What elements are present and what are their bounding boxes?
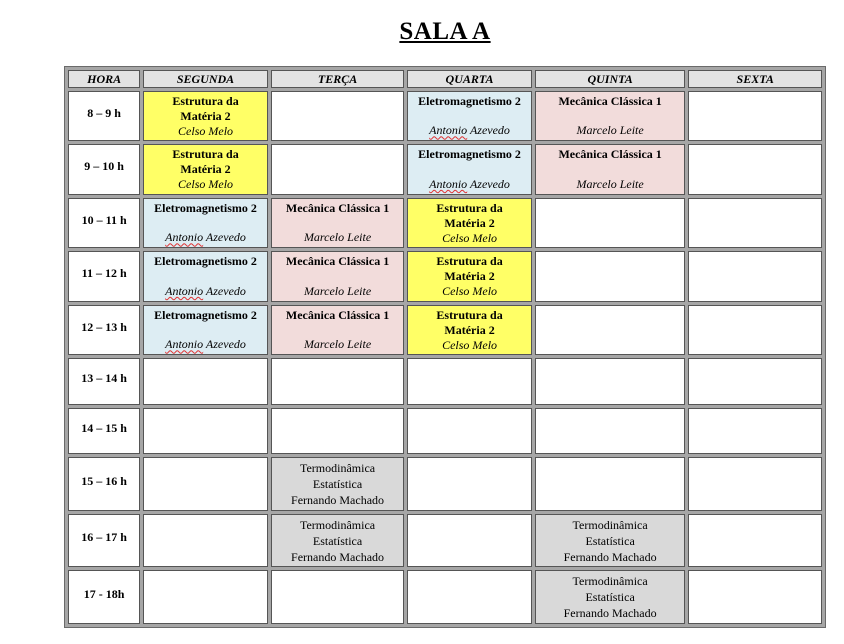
course-subject: Eletromagnetismo 2 <box>154 254 257 269</box>
hour-cell <box>68 91 140 141</box>
header-sexta: SEXTA <box>688 70 822 88</box>
course-block <box>272 515 404 565</box>
hour-label: 12 – 13 h <box>81 319 127 334</box>
hour-label: 14 – 15 h <box>81 420 127 435</box>
slot-quarta <box>407 408 532 454</box>
professor-first-name: Antonio <box>165 283 204 298</box>
professor-last-name: Azevedo <box>203 337 246 352</box>
course-professor: Fernando Machado <box>291 549 385 564</box>
page-title: SALA A <box>399 18 491 45</box>
hour-label: 9 – 10 h <box>84 159 124 174</box>
course-subject: Estatística <box>585 533 635 548</box>
slot-quarta <box>407 305 532 355</box>
slot-sexta <box>688 358 822 404</box>
course-subject: Estatística <box>585 590 635 605</box>
course-subject: Mecânica Clássica 1 <box>285 254 390 269</box>
slot-sexta <box>688 514 822 568</box>
slot-segunda <box>143 457 268 511</box>
slot-quinta <box>535 570 686 624</box>
slot-terca <box>271 570 405 624</box>
course-block <box>272 458 404 508</box>
slot-terca <box>271 251 405 301</box>
table-row <box>68 570 822 624</box>
table-row <box>68 457 822 511</box>
course-block <box>272 199 404 247</box>
hour-cell <box>68 305 140 355</box>
course-subject: Mecânica Clássica 1 <box>285 307 390 322</box>
course-block <box>408 252 531 300</box>
header-quarta: QUARTA <box>407 70 532 88</box>
course-subject: Estatística <box>312 477 363 492</box>
course-subject: Estrutura da <box>436 307 503 322</box>
course-subject: Estatística <box>312 533 363 548</box>
course-professor <box>144 230 267 247</box>
professor-last-name: Azevedo <box>203 283 246 298</box>
slot-quarta <box>407 514 532 568</box>
slot-terca <box>271 514 405 568</box>
course-block <box>536 571 685 621</box>
course-subject: Matéria 2 <box>444 215 495 230</box>
course-block <box>144 92 267 140</box>
hour-cell <box>68 358 140 404</box>
course-subject: Estrutura da <box>172 147 239 162</box>
professor-last-name: Azevedo <box>467 176 510 191</box>
table-row <box>68 91 822 141</box>
slot-segunda <box>143 358 268 404</box>
course-professor: Marcelo Leite <box>303 230 372 245</box>
course-subject: Termodinâmica <box>299 461 376 476</box>
slot-quarta <box>407 358 532 404</box>
course-block <box>408 145 531 193</box>
hour-cell <box>68 198 140 248</box>
hour-label: 17 - 18h <box>83 586 125 601</box>
hour-label: 16 – 17 h <box>81 530 127 545</box>
course-professor: Celso Melo <box>442 284 498 299</box>
slot-quinta <box>535 251 686 301</box>
professor-first-name: Antonio <box>429 123 468 138</box>
course-subject: Matéria 2 <box>444 322 495 337</box>
course-block <box>144 145 267 193</box>
header-segunda: SEGUNDA <box>143 70 268 88</box>
slot-terca <box>271 358 405 404</box>
course-professor: Marcelo Leite <box>576 176 644 191</box>
course-professor: Marcelo Leite <box>303 283 372 298</box>
slot-quinta <box>535 457 686 511</box>
course-subject: Matéria 2 <box>444 269 495 284</box>
slot-sexta <box>688 570 822 624</box>
slot-terca <box>271 457 405 511</box>
course-block <box>408 306 531 354</box>
slot-segunda <box>143 408 268 454</box>
course-block <box>272 252 404 300</box>
hour-cell <box>68 144 140 194</box>
slot-segunda <box>143 251 268 301</box>
course-block <box>272 306 404 354</box>
slot-quarta <box>407 198 532 248</box>
slot-quarta <box>407 144 532 194</box>
slot-quinta <box>535 305 686 355</box>
professor-first-name: Antonio <box>429 176 468 191</box>
hour-label: 13 – 14 h <box>81 371 127 386</box>
slot-quarta <box>407 91 532 141</box>
course-block <box>408 199 531 247</box>
course-professor: Marcelo Leite <box>303 337 372 352</box>
professor-first-name: Antonio <box>165 230 204 245</box>
slot-sexta <box>688 457 822 511</box>
schedule-table <box>64 66 826 628</box>
course-block <box>144 306 267 354</box>
slot-terca <box>271 408 405 454</box>
professor-last-name: Azevedo <box>467 123 510 138</box>
slot-segunda <box>143 198 268 248</box>
slot-terca <box>271 198 405 248</box>
table-row <box>68 305 822 355</box>
header-hora: HORA <box>68 70 140 88</box>
slot-quinta <box>535 514 686 568</box>
header-terca: TERÇA <box>271 70 405 88</box>
slot-sexta <box>688 198 822 248</box>
slot-terca <box>271 144 405 194</box>
hour-cell <box>68 251 140 301</box>
course-block <box>144 199 267 247</box>
slot-sexta <box>688 91 822 141</box>
course-subject: Eletromagnetismo 2 <box>418 94 521 108</box>
course-professor: Marcelo Leite <box>576 123 644 138</box>
header-quinta: QUINTA <box>535 70 686 88</box>
slot-quinta <box>535 358 686 404</box>
slot-sexta <box>688 251 822 301</box>
course-subject: Estrutura da <box>172 94 239 108</box>
course-subject: Estrutura da <box>436 200 503 215</box>
slot-quarta <box>407 251 532 301</box>
course-subject: Mecânica Clássica 1 <box>285 200 390 215</box>
hour-label: 15 – 16 h <box>81 473 127 488</box>
hour-label: 11 – 12 h <box>81 266 127 281</box>
slot-quinta <box>535 91 686 141</box>
slot-sexta <box>688 305 822 355</box>
table-row <box>68 408 822 454</box>
slot-segunda <box>143 305 268 355</box>
course-professor: Celso Melo <box>442 230 498 245</box>
course-professor <box>408 123 531 140</box>
professor-first-name: Antonio <box>165 337 204 352</box>
hour-cell <box>68 457 140 511</box>
slot-segunda <box>143 144 268 194</box>
course-subject: Mecânica Clássica 1 <box>558 94 662 108</box>
hour-cell <box>68 514 140 568</box>
slot-quinta <box>535 408 686 454</box>
course-professor: Fernando Machado <box>291 493 385 508</box>
table-row <box>68 198 822 248</box>
slot-quarta <box>407 570 532 624</box>
course-subject: Eletromagnetismo 2 <box>154 307 257 322</box>
slot-quinta <box>535 198 686 248</box>
course-block <box>408 92 531 140</box>
course-subject: Estrutura da <box>436 254 503 269</box>
professor-last-name: Azevedo <box>203 230 246 245</box>
slot-segunda <box>143 514 268 568</box>
hour-cell <box>68 570 140 624</box>
table-row <box>68 144 822 194</box>
slot-quarta <box>407 457 532 511</box>
table-row <box>68 251 822 301</box>
course-block <box>536 145 685 193</box>
course-block <box>144 252 267 300</box>
slot-quinta <box>535 144 686 194</box>
hour-cell <box>68 408 140 454</box>
course-subject: Mecânica Clássica 1 <box>558 147 662 162</box>
course-professor: Celso Melo <box>178 177 234 192</box>
table-row <box>68 358 822 404</box>
slot-terca <box>271 305 405 355</box>
hour-label: 10 – 11 h <box>81 212 127 227</box>
course-block <box>536 92 685 140</box>
course-subject: Matéria 2 <box>180 162 231 177</box>
slot-sexta <box>688 408 822 454</box>
course-professor <box>144 337 267 354</box>
slot-terca <box>271 91 405 141</box>
slot-segunda <box>143 570 268 624</box>
course-professor <box>408 177 531 194</box>
course-professor: Fernando Machado <box>563 549 657 564</box>
course-block <box>536 515 685 565</box>
course-professor: Celso Melo <box>178 124 234 138</box>
course-professor <box>144 284 267 301</box>
course-subject: Eletromagnetismo 2 <box>418 147 521 162</box>
course-professor: Celso Melo <box>442 337 498 352</box>
slot-segunda <box>143 91 268 141</box>
table-row <box>68 514 822 568</box>
course-subject: Eletromagnetismo 2 <box>154 200 257 215</box>
course-subject: Termodinâmica <box>299 517 376 532</box>
course-subject: Matéria 2 <box>180 109 231 123</box>
header-row <box>68 70 822 88</box>
hour-label: 8 – 9 h <box>87 105 121 120</box>
slot-sexta <box>688 144 822 194</box>
course-subject: Termodinâmica <box>572 517 648 532</box>
course-subject: Termodinâmica <box>572 574 648 589</box>
course-professor: Fernando Machado <box>563 606 657 621</box>
